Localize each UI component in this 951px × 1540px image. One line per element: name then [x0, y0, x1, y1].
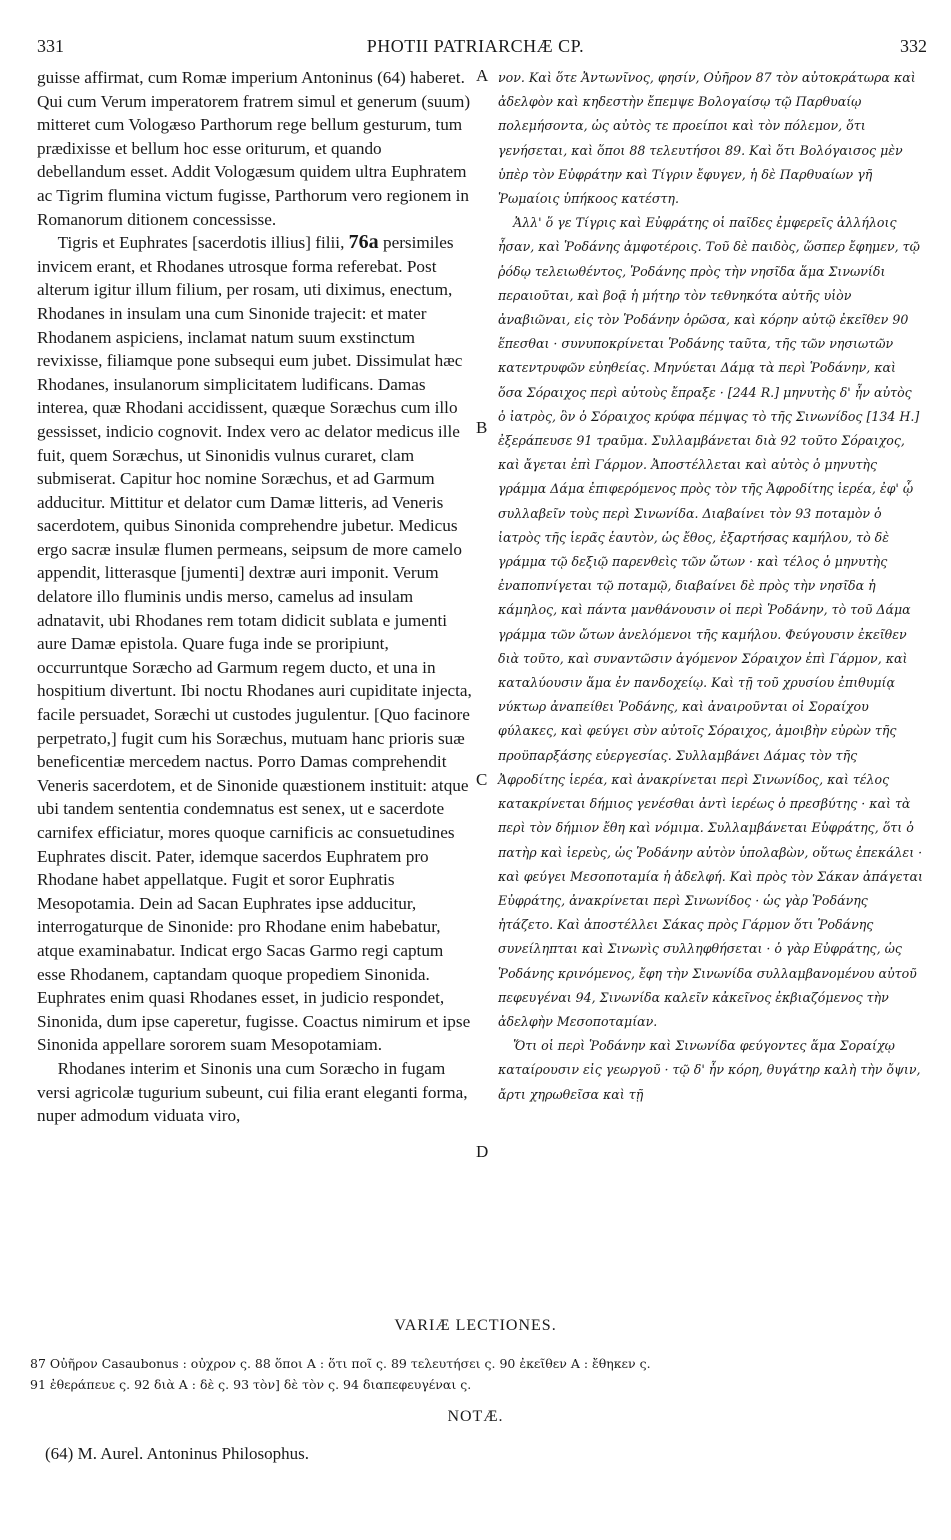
latin-paragraph: Tigris et Euphrates [sacerdotis illius] filii, 76a persimiles invicem erant, et Rhodanes utrosque forma referebat. Post alterum igitur illum filium, per rosam, uti diximus, enectum, Rhodanes in insulam una cum Sinonide trajecit: et mater Rhodanem aspiciens, inclamat natum suum exstinctum revixisse, filiamque pone subsequi eum jubet. Dissimulat hæc Rhodanes, insulanorum simplicitatem ludificans. Damas interea, quæ Rhodani accidissent, quæque Soræchus cum illo gessisset, indicio cognovit. Index vero ac delator medicus ille fuit, quem Soræchus, ut Sinonidis vulnus curaret, clam submiserat. Capitur hoc nomine Soræchus, et ad Garmum adducitur. Mittitur et delator cum Damæ litteris, ad Veneris sacerdotem, quibus Sinonida comprehendre jubetur. Medicus ergo sacræ insulæ flumen permeans, seipsum de more camelo appendit, litterasque [jumenti] dextræ auri imponit. Verum delatore illo fluminis undis merso, camelus ad insulam adnatavit, ubi Rhodanes rem totam didicit sublata e jumenti aure Damæ epistola. Quare fuga inde se proripiunt, occurruntque Soræcho ad Garmum regem ducto, et una in hospitium divertunt. Ibi noctu Rhodanes auri cupiditate injecta, facile persuadet, Soræchi ut custodes jugulentur. [Quo facinore perpetrato,] fugit cum his Soræchus, mutuam hanc prioris suæ beneficentiæ mercedem nactus. Porro Damas comprehendit Veneris sacerdotem, et de Sinonide quæstionem instituit: atque ubi tandem sententia condemnatus est senex, ut e sacerdote carnifex efficiatur, mores quoque carnificis ac consuetudines Euphrates discit. Pater, idemque sacerdos Euphratem pro Rhodane habet appellatque. Fugit et soror Euphratis Mesopotamia. Dein ad Sacan Euphrates ipse adducitur, interrogaturque de Sinonide: pro Rhodane enim habebatur, atque examinabatur. Indicat ergo Sacas Garmo regi captum esse Rhodanem, captandam quoque propediem Sinonida. Euphrates enim quasi Rhodanes esset, in judicio respondet, Sinonida, dum ipse caperetur, fugisse. Coactus nimirum et ipse Sinonida appellare sororem suam Mesopotamiam. [37, 231, 472, 1055]
variant-line: 91 ἐθεράπευε ς. 92 διὰ A : δὲ ς. 93 τὸν] δὲ τὸν ς. 94 διαπεφευγέναι ς. [30, 1377, 472, 1392]
section-marker-b: B [476, 418, 488, 437]
page-number-left: 331 [37, 36, 64, 56]
latin-paragraph: guisse affirmat, cum Romæ imperium Antoninus (64) haberet. Qui cum Verum imperatorem fratrem simul et generum (suum) mitteret cum Vologæso Parthorum rege bellum gesturum, tum prædixisse et bellum hoc esse oriturum, et quando debellandum esset. Addit Vologæsum quidem ultra Euphratem ac Tigrim flumina victum fugisse, Parthorum vero regionem in Romanorum ditionem concessisse. [37, 68, 471, 229]
column-mark: 76a [348, 231, 379, 254]
section-marker-c: C [476, 770, 488, 789]
running-title: PHOTII PATRIARCHÆ CP. [366, 36, 585, 56]
variant-line: 87 Οὐῆρον Casaubonus : οὐχρον ς. 88 ὅποι A : ὅτι ποῖ ς. 89 τελευτήσει ς. 90 ἐκεῖθεν A : ἔθηκεν ς. [30, 1356, 651, 1371]
greek-paragraph: Ἀλλ' ὅ γε Τίγρις καὶ Εὐφράτης οἱ παῖδες ἐμφερεῖς ἀλλήλοις ἦσαν, καὶ Ῥοδάνης ἀμφοτέροις. Τοῦ δὲ παιδὸς, ὥσπερ ἔφημεν, τῷ ῥόδῳ τελειωθέντος, Ῥοδάνης πρὸς τὴν νησῖδα ἅμα Σινωνίδι περαιοῦται, καὶ βοᾷ ἡ μήτηρ τὸν τεθνηκότα αὐτῆς υἱὸν ἀναβιῶναι, εἰς τὸν Ῥοδάνην ὁρῶσα, καὶ κόρην αὐτῷ ἐκεῖθεν 90 ἕπεσθαι · συνυποκρίνεται Ῥοδάνης ταῦτα, τῆς τῶν νησιωτῶν κατεντρυφῶν εὐηθείας. Μηνύεται Δάμᾳ τὰ περὶ Ῥοδάνην, καὶ ὅσα Σόραιχος περὶ αὐτοὺς ἔπραξε · [244 R.] μηνυτὴς δ' ἦν αὐτὸς ὁ ἰατρὸς, ὃν ὁ Σόραιχος κρύφα πέμψας τὸ τῆς Σινωνίδος [134 H.] ἐξεράπευσε 91 τραῦμα. Συλλαμβάνεται διὰ 92 τοῦτο Σόραιχος, καὶ ἄγεται ἐπὶ Γάρμον. Ἀποστέλλεται καὶ αὐτὸς ὁ μηνυτὴς γράμμα Δάμα ἐπιφερόμενος πρὸς τὸν τῆς Ἀφροδίτης ἱερέα, ἐφ' ᾧ συλλαβεῖν τοὺς περὶ Σινωνίδα. Διαβαίνει τὸν 93 ποταμὸν ὁ ἰατρὸς τῆς ἱερᾶς ἑαυτὸν, ὡς ἔθος, ἐξαρτήσας καμήλου, τὸ δὲ γράμμα τῷ δεξιῷ παρενθεὶς τῶν ὤτων · καὶ τέλος ὁ μηνυτὴς ἐναποπνίγεται τῷ ποταμῷ, διαβαίνει δὲ πρὸς τὴν νησῖδα ἡ κάμηλος, καὶ πάντα μανθάνουσιν οἱ περὶ Ῥοδάνην, τὸ τοῦ Δάμα γράμμα τῶν ὤτων ἀνελόμενοι τῆς καμήλου. Φεύγουσιν ἐκεῖθεν διὰ τοῦτο, καὶ συναντῶσιν ἀγόμενον Σόραιχον ἐπὶ Γάρμον, καὶ καταλύουσιν ἅμα ἐν πανδοχείῳ. Καὶ τῇ τοῦ χρυσίου ἐπιθυμίᾳ νύκτωρ ἀναπείθει Ῥοδάνης, καὶ ἀναιροῦνται οἱ Σοραίχου φύλακες, καὶ φεύγει σὺν αὐτοῖς Σόραιχος, ἀμοιβὴν εὐρὼν τῆς προϋπαρξάσης εὐεργεσίας. Συλλαμβάνει Δάμας τὸν τῆς Ἀφροδίτης ἱερέα, καὶ ἀνακρίνεται περὶ Σινωνίδος, καὶ τέλος κατακρίνεται δήμιος γενέσθαι ἀντὶ ἱερέως ὁ πρεσβύτης · καὶ τὰ περὶ τὸν δήμιον ἔθη καὶ νόμιμα. Συλλαμβάνεται Εὐφράτης, ὅτι ὁ πατὴρ καὶ ἱερεὺς, ὡς Ῥοδάνην αὐτὸν ὑπολαβὼν, οὕτως ἐπεκάλει · καὶ φεύγει Μεσοποταμία ἡ ἀδελφή. Καὶ πρὸς τὸν Σάκαν ἀπάγεται Εὐφράτης, ἀνακρίνεται περὶ Σινωνίδος · ὡς γὰρ Ῥοδάνης ἠτάζετο. Καὶ ἀποστέλλει Σάκας πρὸς Γάρμον ὅτι Ῥοδάνης συνείληπται καὶ Σινωνὶς συλληφθήσεται · ὁ γὰρ Εὐφράτης, ὡς Ῥοδάνης κρινόμενος, ἔφη τὴν Σινωνίδα συλλαμβανομένου αὐτοῦ πεφευγέναι 94, Σινωνίδα καλεῖν κἀκεῖνος ἐκβιαζόμενος τὴν ἀδελφὴν Μεσοποταμίαν. [498, 215, 923, 1029]
latin-paragraph: Rhodanes interim et Sinonis una cum Soræcho in fugam versi agricolæ tugurium subeunt, cui filia erant eleganti forma, nuper admodum viduata viro, [37, 1058, 468, 1126]
page-number-right: 332 [900, 36, 927, 56]
page-header [0, 36, 951, 60]
variae-lectiones [30, 1353, 930, 1395]
greek-paragraph: Ὅτι οἱ περὶ Ῥοδάνην καὶ Σινωνίδα φεύγοντες ἅμα Σοραίχῳ καταίρουσιν εἰς γεωργοῦ · τῷ δ' ἦν κόρη, θυγάτηρ καλὴ τὴν ὄψιν, ἄρτι χηρωθεῖσα καὶ τῇ [498, 1038, 921, 1102]
section-marker-d: D [476, 1142, 489, 1161]
footnote: (64) M. Aurel. Antoninus Philosophus. [45, 1444, 309, 1463]
latin-column [37, 66, 472, 1128]
greek-column [498, 66, 923, 1107]
variae-lectiones-title: VARIÆ LECTIONES. [394, 1317, 557, 1334]
notae-title: NOTÆ. [447, 1408, 504, 1425]
section-marker-a: A [476, 66, 489, 85]
greek-paragraph: νον. Καὶ ὅτε Ἀντωνῖνος, φησίν, Οὐῆρον 87 τὸν αὐτοκράτωρα καὶ ἀδελφὸν καὶ κηδεστὴν ἔπεμψε Βολογαίσῳ τῷ Παρθυαίῳ πολεμήσοντα, ὡς αὐτὸς τε προείποι καὶ τὸν πόλεμον, ὅτι γενήσεται, καὶ ὅποι 88 τελευτήσοι 89. Καὶ ὅτι Βολόγαισος μὲν ὑπὲρ τὸν Εὐφράτην καὶ Τίγριν ἔφυγεν, ἡ δὲ Παρθυαίων γῆ Ῥωμαίοις ὑπήκοος κατέστη. [498, 70, 916, 207]
